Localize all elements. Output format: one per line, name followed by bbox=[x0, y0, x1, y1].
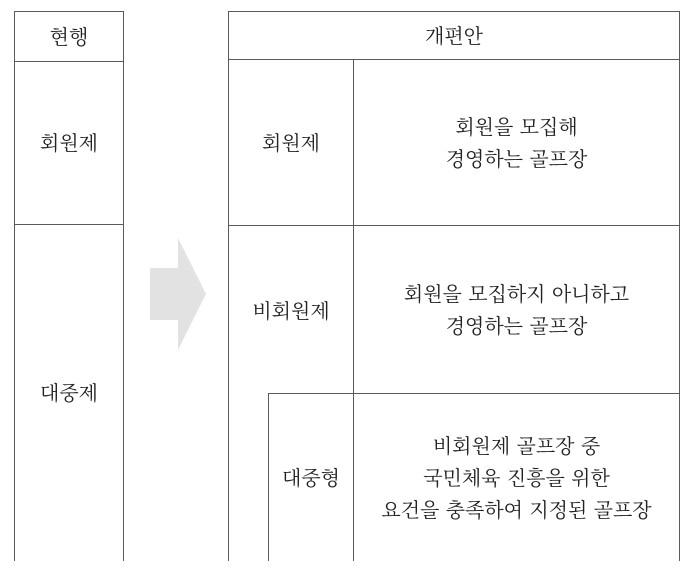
proposal-non-membership-description bbox=[354, 226, 679, 393]
description-line: 요건을 충족하여 지정된 골프장 bbox=[381, 497, 652, 522]
description-line: 경영하는 골프장 bbox=[445, 146, 588, 171]
description-line: 국민체육 진흥을 위한 bbox=[423, 465, 610, 490]
description-line: 회원을 모집하지 아니하고 bbox=[403, 281, 630, 306]
proposal-table-right-border bbox=[679, 11, 680, 561]
proposal-non-membership-label: 비회원제 bbox=[252, 299, 330, 323]
proposal-public-type-description bbox=[354, 394, 679, 561]
proposal-table-header: 개편안 bbox=[425, 23, 483, 48]
proposal-membership-label: 회원제 bbox=[262, 130, 320, 155]
description-line: 회원을 모집해 bbox=[455, 114, 578, 139]
description-line: 경영하는 골프장 bbox=[445, 313, 588, 338]
right-arrow-icon bbox=[150, 238, 206, 350]
current-table-header: 현행 bbox=[49, 24, 89, 49]
proposal-membership-description bbox=[354, 60, 679, 225]
description-line: 비회원제 골프장 중 bbox=[432, 433, 601, 458]
proposal-public-type-label: 대중형 bbox=[282, 465, 340, 490]
current-row-public: 대중제 bbox=[40, 381, 98, 405]
current-row-membership: 회원제 bbox=[40, 131, 98, 155]
current-table-right-border bbox=[123, 11, 124, 561]
